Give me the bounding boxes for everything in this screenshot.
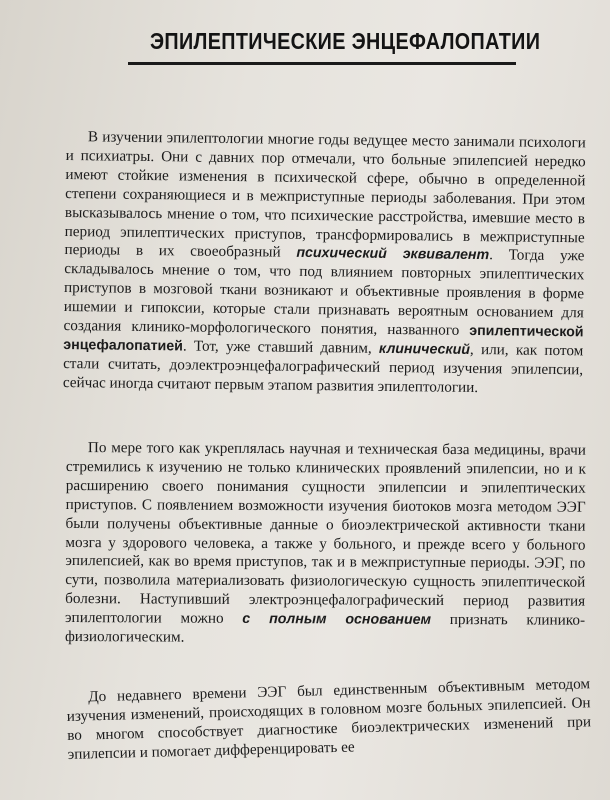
- chapter-title: ЭПИЛЕПТИЧЕСКИЕ ЭНЦЕФАЛОПАТИИ: [150, 28, 541, 54]
- term-psychic-equivalent: психический эквивалент: [296, 245, 490, 264]
- paragraph-1: [63, 128, 586, 399]
- paragraph-2-text-b: признать клинико-физиологическим.: [64, 611, 586, 646]
- paragraph-1-text-d: , или, как потом стали считать, доэлектроэнцефалографический период изучения эпилепсии, сейчас иногда считают первым этапом развития эпилептологии.: [62, 340, 584, 396]
- term-clinical: клинический: [378, 340, 471, 358]
- paragraph-2-text-a: По мере того как укреплялась научная и техническая база медицины, врачи стремились к изучению не только клинических проявлений эпилепсии, но и к расширению своего понимания сущности эпилепсии и эпилептических приступов. С появлением возможности изучения биотоков мозга методом ЭЭГ были получены объективные данные о биоэлектрической активности ткани мозга у здорового человека, а также у больного, и прежде всего у больного эпилепсией, как во время приступов, так и в межприступные периоды. ЭЭГ, по сути, позволила материализовать физиологическую сущность эпилептической болезни. Наступивший электроэнцефалографический период развития эпилептологии можно: [65, 439, 586, 628]
- paragraph-3: [66, 675, 592, 764]
- paragraph-3-text: До недавнего времени ЭЭГ был единственным объективным методом изучения изменений, происходящих в головном мозге больных эпилепсией. Он во многом способствует диагностике биоэлектрических изменений при эпилепсии и помогает дифференцировать ее: [66, 675, 592, 763]
- paragraph-1-text-a: В изучении эпилептологии многие годы ведущее место занимали психологи и психиатры. Они с давних пор отмечали, что больные эпилепсией нередко имеют стойкие изменения в психической сфере, обычно в определенной степени сохраняющиеся и в межприступные периоды заболевания. При этом высказывалось мнение о том, что психические расстройства, имевшие место в период эпилептических приступов, трансформировались в межприступные периоды в их своеобразный: [64, 128, 586, 262]
- paragraph-2: [65, 439, 586, 650]
- paragraph-1-text-b: . Тогда уже складывалось мнение о том, что под влиянием повторных эпилептических приступов в мозговой ткани возникают и объективные проявления в форме ишемии и гипоксии, которые стали признавать вероятным основанием для создания клинико-морфологического понятия, названного: [63, 246, 585, 340]
- term-full-basis: с полным основанием: [242, 611, 432, 629]
- paragraph-1-text-c: . Тот, уже ставший давним,: [182, 337, 380, 357]
- term-epileptic-encephalopathy: эпилептической энцефалопатией: [63, 323, 584, 355]
- title-underline: [128, 62, 516, 65]
